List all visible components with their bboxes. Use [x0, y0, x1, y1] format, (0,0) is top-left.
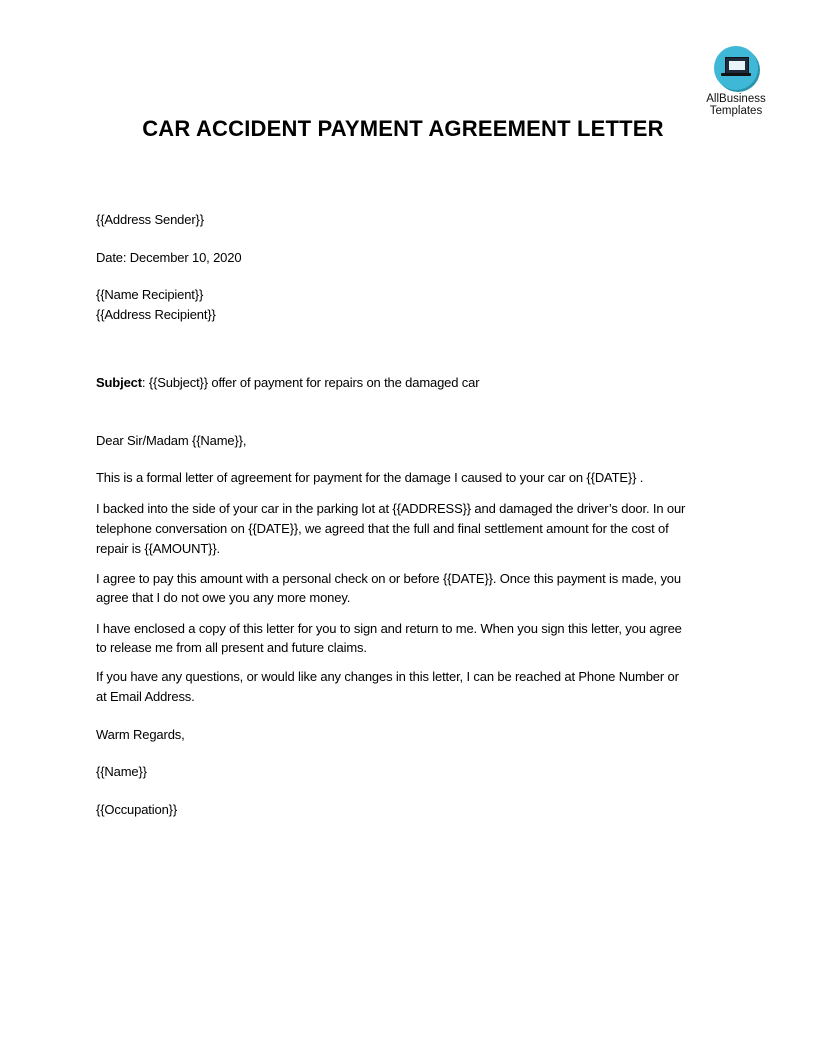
letter-date: Date: December 10, 2020: [96, 250, 242, 265]
paragraph-5-line: at Email Address.: [96, 689, 195, 704]
paragraph-4-line: I have enclosed a copy of this letter for you to sign and return to me. When you sign this letter, you agree: [96, 621, 682, 636]
sender-address: {{Address Sender}}: [96, 212, 204, 227]
paragraph-2-line: repair is {{AMOUNT}}.: [96, 541, 221, 556]
subject-text: : {{Subject}} offer of payment for repairs on the damaged car: [141, 375, 480, 390]
paragraph-3-line: I agree to pay this amount with a personal check on or before {{DATE}}. Once this payment is made, you: [96, 571, 681, 586]
paragraph-2-line: telephone conversation on {{DATE}}, we agreed that the full and final settlement amount for the cost of: [96, 521, 669, 536]
recipient-name: {{Name Recipient}}: [96, 287, 204, 302]
closing: Warm Regards,: [96, 727, 185, 742]
paragraph-2-line: I backed into the side of your car in the parking lot at {{ADDRESS}} and damaged the driver’s door. In our: [96, 501, 686, 516]
paragraph-1-line: This is a formal letter of agreement for payment for the damage I caused to your car on {{DATE}} .: [96, 470, 644, 485]
subject-line: [96, 375, 479, 391]
signer-name: {{Name}}: [96, 764, 147, 779]
paragraph-5-line: If you have any questions, or would like any changes in this letter, I can be reached at Phone Number or: [96, 669, 679, 684]
paragraph-3-line: agree that I do not owe you any more money.: [96, 590, 351, 605]
logo-text: AllBusiness Templates: [706, 93, 766, 117]
laptop-icon: [714, 46, 758, 90]
salutation: Dear Sir/Madam {{Name}},: [96, 433, 247, 448]
document-title: CAR ACCIDENT PAYMENT AGREEMENT LETTER: [142, 116, 664, 141]
subject-label: Subject: [96, 375, 142, 390]
recipient-address: {{Address Recipient}}: [96, 307, 216, 322]
allbusiness-templates-logo: [698, 46, 774, 117]
paragraph-4-line: to release me from all present and future claims.: [96, 640, 367, 655]
signer-occupation: {{Occupation}}: [96, 802, 178, 817]
